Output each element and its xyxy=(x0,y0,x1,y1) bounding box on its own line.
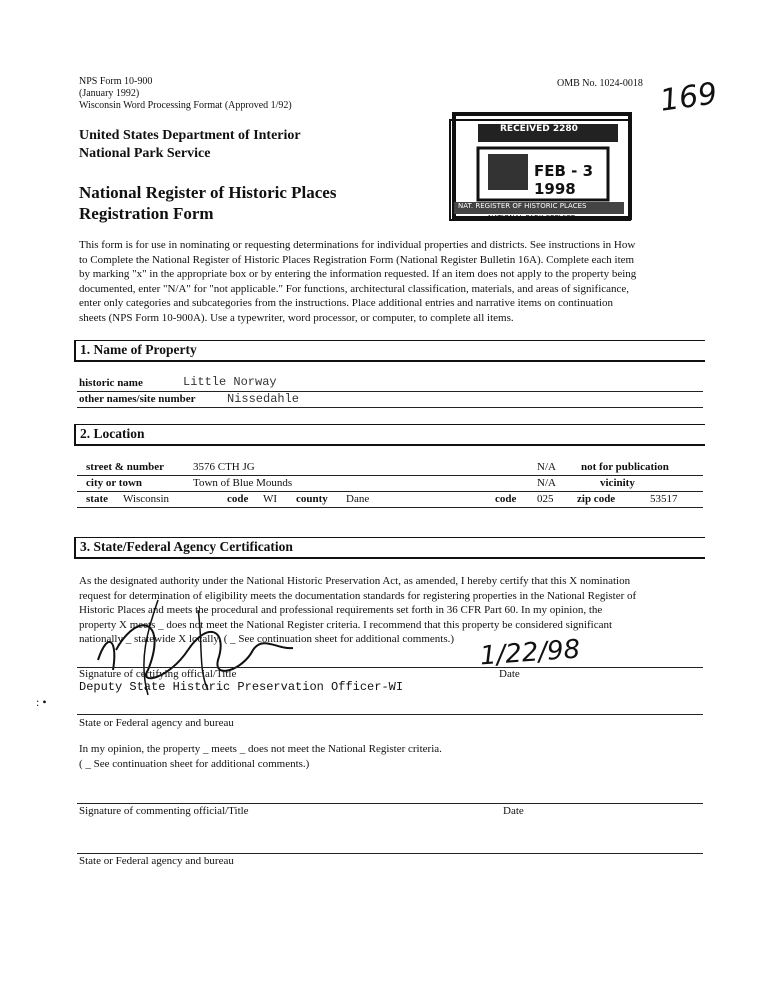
zip-label: zip code xyxy=(577,493,616,505)
divider xyxy=(77,491,703,492)
comment-signature-line xyxy=(77,803,703,804)
service-name: National Park Service xyxy=(79,146,211,161)
intro-line: documented, enter "N/A" for "not applicable." For functions, architectural classification, materials, and areas of significance, xyxy=(79,282,630,295)
form-date: (January 1992) xyxy=(79,88,140,99)
handwritten-number: 169 xyxy=(657,76,720,119)
agency-label: State or Federal agency and bureau xyxy=(79,717,234,729)
opinion-line1: In my opinion, the property _ meets _ does not meet the National Register criteria. xyxy=(79,743,442,755)
cert-line: Historic Places and meets the procedural and professional requirements set forth in 36 CFR Part 60. In my opinion, the xyxy=(79,604,603,616)
county-code-label: code xyxy=(495,493,517,505)
intro-line: sheets (NPS Form 10-900A). Use a typewriter, word processor, or computer, to complete all items. xyxy=(79,311,514,324)
zip-value: 53517 xyxy=(650,493,678,505)
divider xyxy=(77,407,703,408)
form-title-line2: Registration Form xyxy=(79,204,214,223)
county-code-value: 025 xyxy=(537,493,554,505)
intro-line: This form is for use in nominating or requesting determinations for individual properties and districts. See instructions in How xyxy=(79,239,636,251)
agency2-label: State or Federal agency and bureau xyxy=(79,855,234,867)
format-note: Wisconsin Word Processing Format (Approved 1/92) xyxy=(79,100,292,111)
form-number: NPS Form 10-900 xyxy=(79,76,153,87)
divider xyxy=(77,391,703,392)
not-for-publication-label: not for publication xyxy=(581,461,669,473)
cert-line: request for determination of eligibility meets the documentation standards for registering properties in the National Register of xyxy=(79,589,637,602)
divider xyxy=(77,507,703,508)
stamp-register: NAT. REGISTER OF HISTORIC PLACES xyxy=(458,202,587,210)
state-code-value: WI xyxy=(263,493,278,505)
city-value: Town of Blue Mounds xyxy=(193,477,293,489)
divider xyxy=(77,475,703,476)
cert-line: As the designated authority under the National Historic Preservation Act, as amended, I hereby certify that this X nomination xyxy=(79,575,631,587)
stamp-service: NATIONAL PARK SERVICE xyxy=(488,214,576,222)
cert-line: nationally _ statewide X locally. ( _ See continuation sheet for additional comments.) xyxy=(79,633,455,645)
state-code-label: code xyxy=(227,493,249,505)
section1-heading: 1. Name of Property xyxy=(80,342,197,357)
cert-line: property X meets _ does not meet the National Register criteria. I recommend that this property be considered significant xyxy=(79,618,613,631)
street-value: 3576 CTH JG xyxy=(193,461,255,473)
city-label: city or town xyxy=(86,477,143,489)
other-names-value: Nissedahle xyxy=(227,392,300,406)
divider xyxy=(77,853,703,854)
date-label: Date xyxy=(499,668,520,680)
state-value: Wisconsin xyxy=(123,493,169,505)
margin-mark: : • xyxy=(36,695,47,709)
intro-paragraph xyxy=(79,238,709,325)
section3-heading: 3. State/Federal Agency Certification xyxy=(80,539,293,554)
omb-number: OMB No. 1024-0018 xyxy=(557,78,643,89)
comment-date-label: Date xyxy=(503,805,524,817)
intro-line: to Complete the National Register of Historic Places Registration Form (National Register Bulletin 16A). Complete each item xyxy=(79,253,635,266)
historic-name-value: Little Norway xyxy=(183,375,277,389)
vicinity-label: vicinity xyxy=(600,477,635,489)
intro-line: by marking "x" in the appropriate box or by entering the information requested. If an item does not apply to the property being xyxy=(79,268,637,280)
street-na: N/A xyxy=(537,461,556,473)
signature-label: Signature of certifying official/Title xyxy=(79,668,237,680)
section1-heading-box xyxy=(74,340,705,362)
section2-heading: 2. Location xyxy=(80,426,145,441)
section2-heading-box xyxy=(74,424,705,446)
state-label: state xyxy=(86,493,108,505)
opinion-line2: ( _ See continuation sheet for additional comments.) xyxy=(79,758,310,770)
divider xyxy=(77,714,703,715)
city-na: N/A xyxy=(537,477,556,489)
other-names-label: other names/site number xyxy=(79,393,196,405)
street-label: street & number xyxy=(86,461,164,473)
handwritten-date: 1/22/98 xyxy=(479,634,582,672)
intro-line: enter only categories and subcategories from the instructions. Place additional entries and narrative items on continuation xyxy=(79,297,613,309)
county-label: county xyxy=(296,493,328,505)
stamp-date: FEB - 3 1998 xyxy=(534,162,594,198)
comment-signature-label: Signature of commenting official/Title xyxy=(79,805,249,817)
county-value: Dane xyxy=(346,493,370,505)
department-name: United States Department of Interior xyxy=(79,128,301,143)
section3-heading-box xyxy=(74,537,705,559)
stamp-received: RECEIVED 2280 xyxy=(500,124,578,134)
official-title-value: Deputy State Historic Preservation Officer-WI xyxy=(79,680,404,694)
received-stamp xyxy=(448,110,636,228)
historic-name-label: historic name xyxy=(79,377,143,389)
form-title-line1: National Register of Historic Places xyxy=(79,183,337,202)
